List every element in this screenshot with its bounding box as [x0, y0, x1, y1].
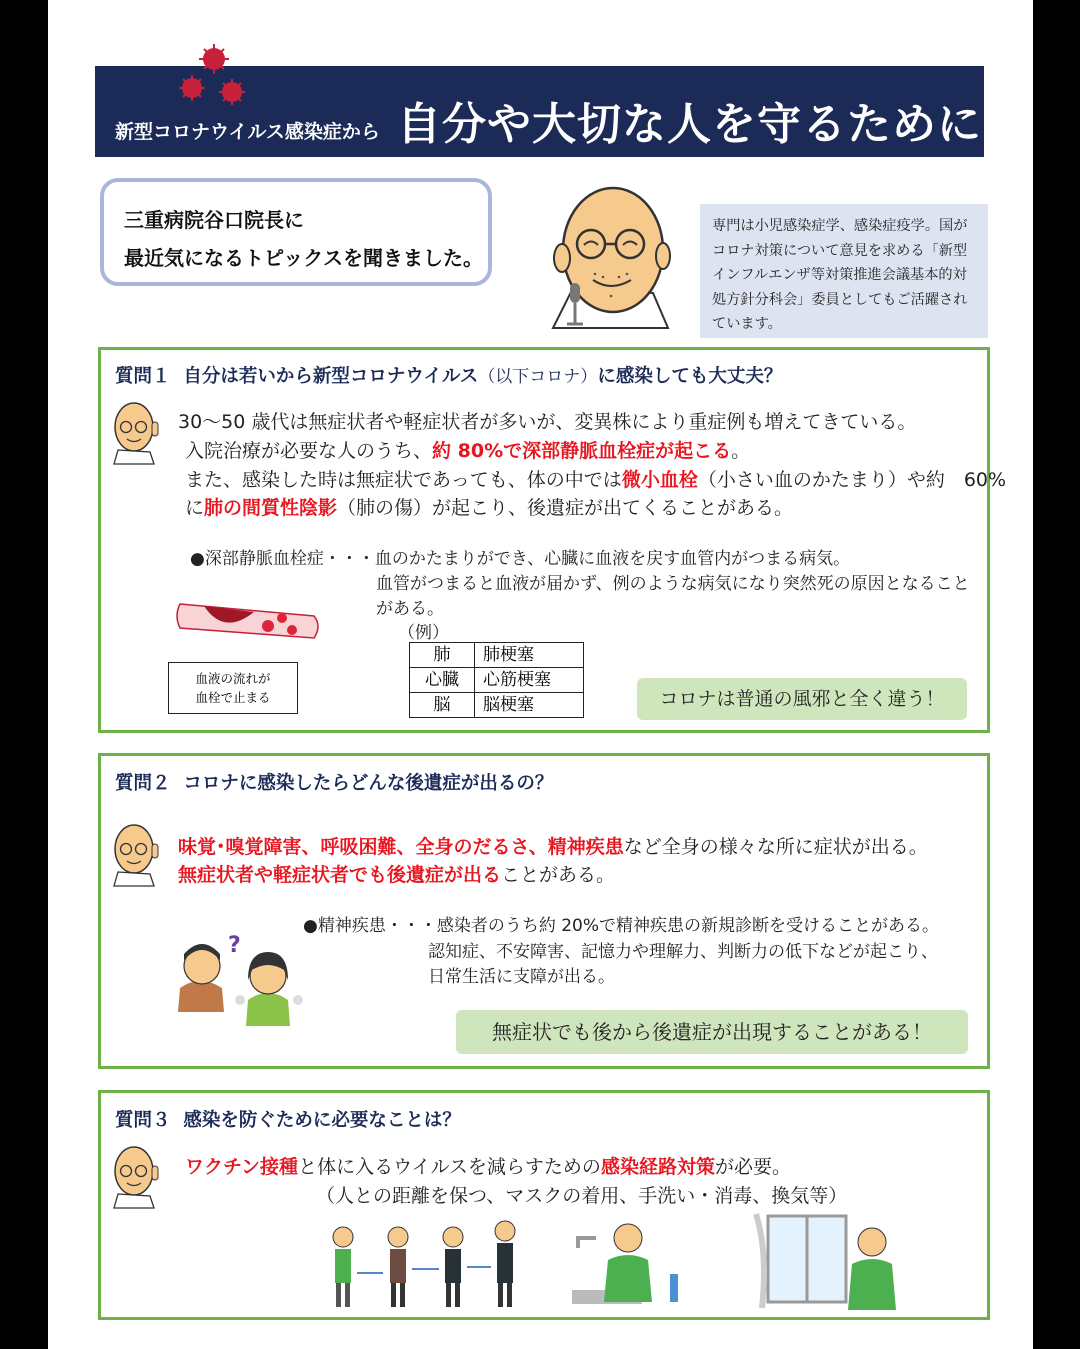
q3-line1-emphasis-2: 感染経路対策 [600, 1156, 715, 1178]
q1-answer-line-4 [185, 493, 793, 520]
q2-note-line-2: 認知症、不安障害、記憶力や理解力、判断力の低下などが起こり、 [428, 942, 938, 962]
q3-answer-line-2: （人との距離を保つ、マスクの着用、手洗い・消毒、換気等） [316, 1185, 848, 1207]
q3-line1-mid: と体に入るウイルスを減らすための [298, 1156, 601, 1178]
disease-cell: 肺梗塞 [475, 643, 584, 668]
handwashing-illustration [568, 1220, 688, 1310]
q1-line2-emphasis: 約 80%で深部静脈血栓症が起こる [432, 440, 732, 462]
intro-line-1: 三重病院谷口院長に [124, 208, 304, 232]
table-row [410, 693, 584, 718]
q2-line2-emphasis: 無症状者や軽症状者でも後遺症が出る [178, 864, 502, 886]
social-distance-illustration [323, 1215, 523, 1315]
doctor-pointing-icon [108, 400, 162, 466]
q1-note-line-2: 血管がつまると血液が届かず、例のような病気になり突然死の原因となること [376, 574, 970, 594]
question-1-title-a: 自分は若いから新型コロナウイルス [183, 366, 479, 387]
question-2-title-text: コロナに感染したらどんな後遺症が出るの？ [183, 773, 554, 794]
q2-note-line-3: 日常生活に支障が出る。 [428, 967, 615, 987]
q2-line1-emphasis: 味覚･嗅覚障害、呼吸困難、全身のだるさ、精神疾患 [178, 836, 624, 858]
q3-answer-line-1 [185, 1152, 791, 1179]
organ-cell: 脳 [410, 693, 475, 718]
banner-title: 自分や大切な人を守るために [397, 99, 982, 150]
q2-line2-b: ことがある。 [501, 864, 616, 886]
q1-note-head: ●深部静脈血栓症・・・血のかたまりができ、心臓に血液を戻す血管内がつまる病気。 [190, 549, 851, 569]
q2-note-head: ●精神疾患・・・感染者のうち約 20%で精神疾患の新規診断を受けることがある。 [303, 916, 940, 936]
q3-line1-end: が必要。 [714, 1156, 791, 1178]
q1-line2-b: 。 [731, 440, 751, 462]
organ-cell: 心臓 [410, 668, 475, 693]
question-2-title [115, 769, 553, 795]
doctor-pointing-icon [108, 1144, 162, 1210]
blood-vessel-clot-illustration [174, 596, 324, 646]
table-row [410, 643, 584, 668]
balloon-line-2: 血栓で止まる [195, 690, 271, 705]
q1-answer-line-1: 30～50 歳代は無症状者や軽症状者が多いが、変異株により重症例も増えてきている。 [178, 411, 917, 433]
question-3-title [115, 1106, 461, 1132]
doctor-portrait-illustration [513, 178, 673, 330]
question-1-title-paren: （以下コロナ） [478, 367, 598, 387]
question-2-label: 質問２ [115, 773, 171, 794]
balloon-line-1: 血液の流れが [195, 671, 271, 686]
q1-line4-b: （肺の傷）が起こり、後遺症が出てくることがある。 [337, 497, 794, 519]
doctor-profile: 専門は小児感染症学、感染症疫学。国がコロナ対策について意見を求める「新型インフルエンザ等対策推進会議基本的対処方針分科会」委員としてもご活躍されています。 [700, 204, 988, 338]
q1-line4-a: に [185, 497, 205, 519]
disease-cell: 脳梗塞 [475, 693, 584, 718]
disease-cell: 心筋梗塞 [475, 668, 584, 693]
q2-key-message: 無症状でも後から後遺症が出現することがある！ [456, 1010, 968, 1054]
question-3-label: 質問３ [115, 1110, 171, 1131]
intro-line-2: 最近気になるトピックスを聞きました。 [124, 246, 483, 270]
virus-icon [176, 42, 250, 112]
page [48, 0, 1033, 1349]
doctor-pointing-icon [108, 822, 162, 888]
q1-key-message: コロナは普通の風邪と全く違う！ [637, 678, 967, 720]
question-1-title [115, 362, 782, 388]
question-3-title-text: 感染を防ぐために必要なことは？ [183, 1110, 461, 1131]
q1-line3-emphasis: 微小血栓 [621, 469, 698, 491]
q2-answer-line-2 [178, 860, 615, 887]
q1-line4-emphasis: 肺の間質性陰影 [204, 497, 338, 519]
intro-box [100, 178, 492, 286]
organ-cell: 肺 [410, 643, 475, 668]
q1-line2-a: 入院治療が必要な人のうち、 [185, 440, 433, 462]
q3-line1-emphasis-1: ワクチン接種 [185, 1156, 299, 1178]
table-row [410, 668, 584, 693]
example-label: （例） [398, 623, 449, 643]
q1-answer-line-2 [185, 436, 750, 463]
q2-line1-b: など全身の様々な所に症状が出る。 [623, 836, 928, 858]
banner-subtitle: 新型コロナウイルス感染症から [115, 121, 380, 143]
clot-caption-balloon [168, 662, 298, 714]
svg-text:?: ? [228, 933, 241, 958]
q1-line3-a: また、感染した時は無症状であっても、体の中では [185, 469, 622, 491]
ventilation-window-illustration [748, 1212, 918, 1312]
q1-line3-b: （小さい血のかたまり）や約 60% [697, 469, 1007, 491]
question-1-title-b: に感染しても大丈夫？ [597, 366, 783, 387]
question-1-label: 質問１ [115, 366, 171, 387]
confused-people-illustration [172, 930, 312, 1030]
q2-answer-line-1 [178, 832, 928, 859]
example-table [409, 642, 584, 718]
q1-answer-line-3 [185, 465, 1006, 492]
q1-note-line-3: がある。 [376, 599, 444, 619]
